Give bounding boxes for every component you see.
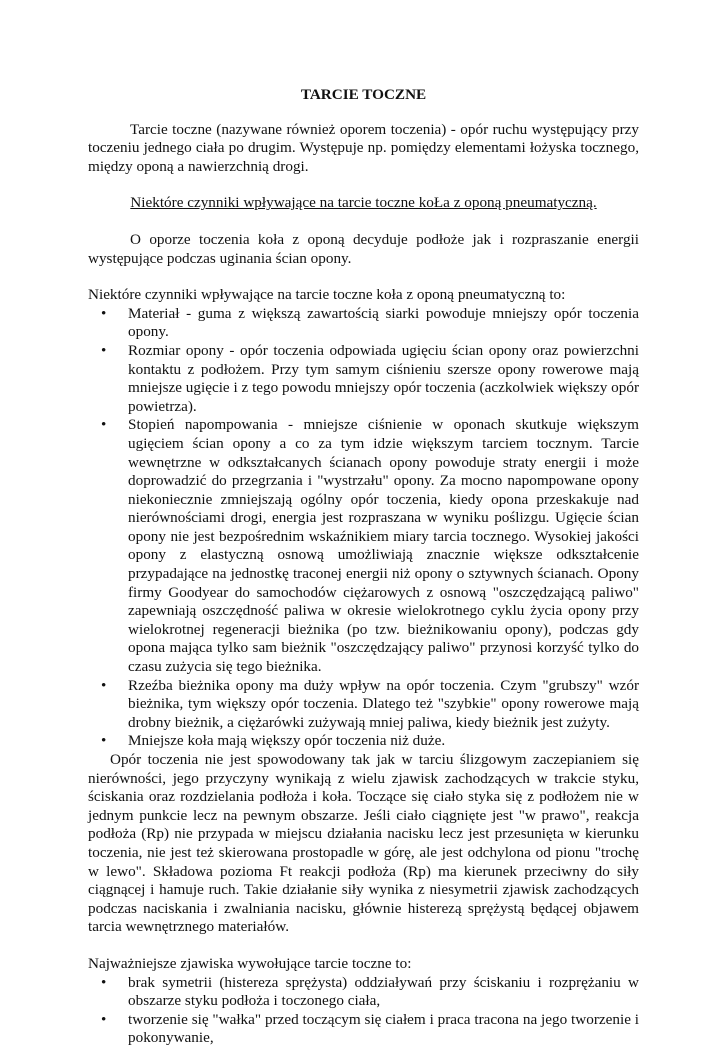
list-item: • Mniejsze koła mają większy opór toczenia niż duże. (101, 732, 446, 750)
bullet-icon: • (101, 676, 107, 694)
bullet-icon: • (101, 732, 107, 750)
bullet-icon: • (101, 416, 107, 434)
paragraph-3: Opór toczenia nie jest spowodowany tak jak w tarciu ślizgowym zaczepianiem się nierówności, jego przyczyny wynikają z wielu zjawisk zachodzących w trakcie styku, ściskania oraz rozdzielania podłoża i koła. Toczące się ciało styka się z podłożem nie w jednym punkcie lecz na pewnym obszarze. Jeśli ciało ciągnięte jest "w prawo", reakcja podłoża (Rp) nie przypada w miejscu działania nacisku lecz jest przesunięta w kierunku toczenia, nie jest też skierowana prostopadle w górę, ale jest odchylona od pionu "trochę w lewo". Składowa pozioma Ft reakcji podłoża (Rp) ma kierunek przeciwny do siły ciągnącej i hamuje ruch. Takie działanie siły wynika z niesymetrii zjawisk zachodzących podczas naciskania i zwalniania nacisku, głównie histerezą sprężystą będącej objawem tarcia wewnętrznego materiałów. (88, 751, 639, 936)
page-title: TARCIE TOCZNE (300, 86, 427, 103)
bullet-icon: • (101, 304, 107, 322)
list-item: • Rozmiar opony - opór toczenia odpowiada ugięciu ścian opony oraz powierzchni kontaktu z podłożem. Przy tym samym ciśnieniu szersze opony rowerowe mają mniejsze ugięcie i z tego powodu mniejszy opór toczenia (aczkolwiek większy opór powietrza). (101, 341, 639, 415)
intro-paragraph: Tarcie toczne (nazywane również oporem toczenia) - opór ruchu występujący przy toczeniu jednego ciała po drugim. Występuje np. pomiędzy elementami łożyska tocznego, między oponą a nawierzchnią drogi. (88, 120, 639, 175)
list-item: • tworzenie się "wałka" przed toczącym się ciałem i praca tracona na jego tworzenie i pokonywanie, (101, 1010, 639, 1047)
list-item: • brak symetrii (histereza sprężysta) oddziaływań przy ściskaniu i rozprężaniu w obszarze styku podłoża i toczonego ciała, (101, 973, 639, 1010)
bullet-icon: • (101, 973, 107, 991)
list2-intro: Najważniejsze zjawiska wywołujące tarcie toczne to: (88, 954, 412, 972)
list-item: • Stopień napompowania - mniejsze ciśnienie w oponach skutkuje większym ugięciem ścian opony a co za tym idzie większym tarciem tocznym. Tarcie wewnętrzne w odkształcanych ścianach opony powoduje straty energii i może doprowadzić do przegrzania i "wystrzału" opony. Za mocno napompowane opony niekoniecznie zmniejszają ogólny opór toczenia, kiedy opona przeskakuje nad nierównościami drogi, energia jest rozpraszana w wyniku poślizgu. Ugięcie ścian opony nie jest bezpośrednim wskaźnikiem miary tarcia tocznego. Wysokiej jakości opony z elastyczną osnową umożliwiają znacznie większe odkształcenie przypadające na jednostkę traconej energii niż opony o sztywnych ścianach. Opony firmy Goodyear do samochodów ciężarowych z osnową "oszczędzającą paliwo" zapewniają oszczędność paliwa w okresie wielokrotnego cyklu życia opony przy wielokrotnej regeneracji bieżnika (po tzw. bieżnikowaniu opony), podczas gdy opona mająca tylko sam bieżnik "oszczędzający paliwo" przynosi korzyść tylko do czasu zużycia się tego bieżnika. (101, 416, 639, 676)
phenomena-list (88, 974, 639, 1048)
paragraph-2: O oporze toczenia koła z oponą decyduje podłoże jak i rozpraszanie energii występujące podczas uginania ścian opony. (88, 230, 639, 267)
bullet-icon: • (101, 1010, 107, 1028)
list1-intro: Niektóre czynniki wpływające na tarcie toczne koła z oponą pneumatyczną to: (88, 286, 566, 304)
list-item: • Rzeźba bieżnika opony ma duży wpływ na opór toczenia. Czym "grubszy" wzór bieżnika, tym większy opór toczenia. Dlatego też "szybkie" opony rowerowe mają drobny bieżnik, a ciężarówki zużywają mniej paliwa, kiedy bieżnik jest zużyty. (101, 676, 639, 731)
subheading: Niektóre czynniki wpływające na tarcie toczne koŁa z oponą pneumatyczną. (130, 194, 597, 212)
list-item: • Materiał - guma z większą zawartością siarki powoduje mniejszy opór toczenia opony. (101, 304, 639, 341)
factors-list (88, 305, 639, 751)
bullet-icon: • (101, 341, 107, 359)
